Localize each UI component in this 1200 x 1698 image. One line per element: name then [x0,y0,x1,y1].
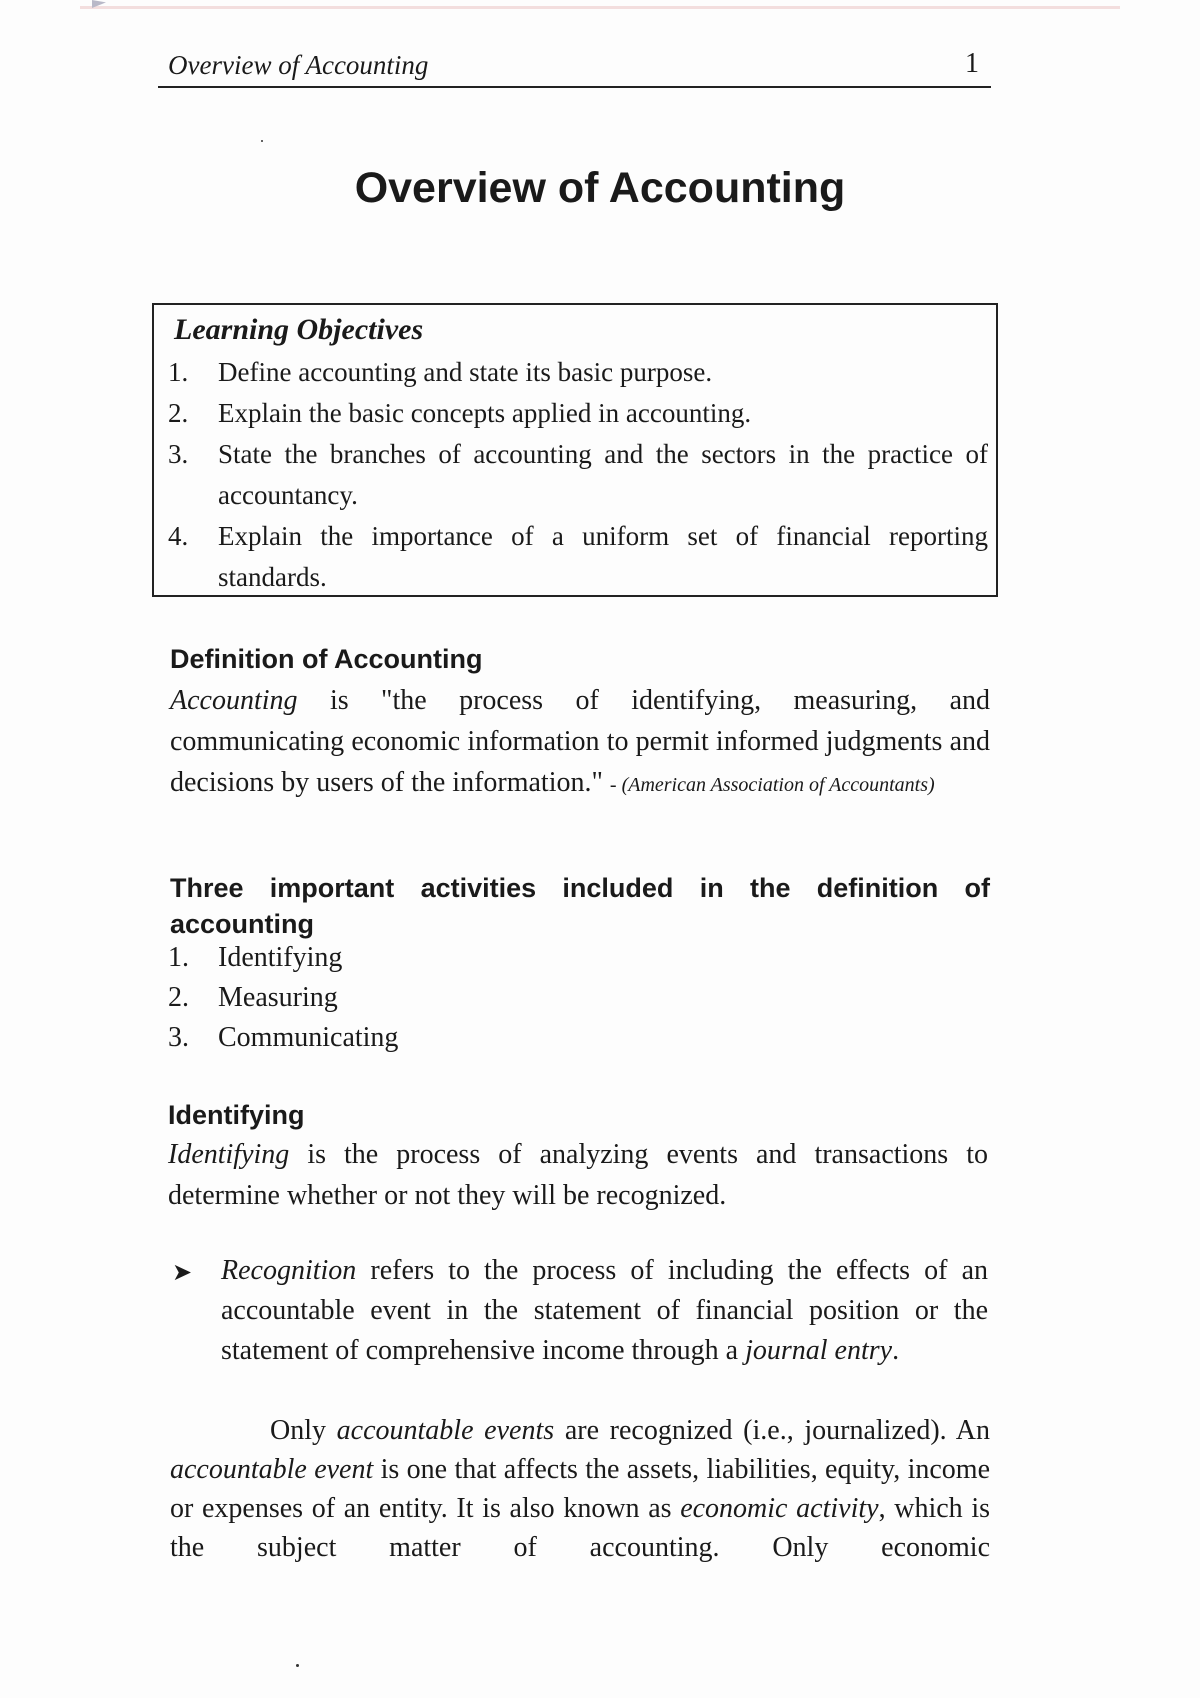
accountable-events-term: accountable events [336,1415,555,1446]
activity-item [168,982,338,1014]
arrowhead-bullet-icon: ➤ [172,1258,193,1286]
activity-number: 2. [168,982,189,1013]
identifying-heading: Identifying [168,1100,305,1130]
accountable-text-1: Only [270,1415,337,1446]
recognition-paragraph [221,1251,988,1371]
journal-entry-term: journal entry [745,1335,893,1366]
recognition-end: . [892,1335,900,1366]
activity-text: Communicating [218,1022,399,1053]
activity-text: Identifying [218,942,343,973]
activity-text: Measuring [218,982,338,1013]
economic-activity-term: economic activity [680,1493,879,1524]
objective-text: State the branches of accounting and the sectors in the practice of accountancy. [218,439,988,510]
page-number: 1 [965,48,979,79]
objective-text: Explain the basic concepts applied in accounting. [218,398,752,428]
recognition-term: Recognition [221,1255,357,1286]
definition-term: Accounting [170,685,298,716]
learning-objectives-title: Learning Objectives [174,313,424,346]
identifying-term: Identifying [168,1139,290,1170]
definition-citation: - (American Association of Accountants) [609,774,935,796]
definition-heading: Definition of Accounting [170,644,483,674]
activity-item [168,942,342,974]
objective-number: 3. [168,439,189,469]
definition-body: is "the process of identifying, measuring, and communicating economic information to permit informed judgments and decisions by users of the information." [170,685,990,798]
definition-paragraph [170,680,990,806]
activity-number: 3. [168,1022,189,1053]
objective-text: Define accounting and state its basic purpose. [218,357,713,387]
chapter-title: Overview of Accounting [354,164,846,212]
header-rule [158,86,991,88]
accountable-event-term: accountable event [170,1454,374,1485]
objective-text: Explain the importance of a uniform set of financial reporting standards. [218,521,988,592]
accountable-text-4: , which is the subject matter of accounting. Only economic [170,1493,991,1563]
activities-heading: Three important activities included in the definition of accounting [170,873,990,939]
recognition-body: refers to the process of including the effects of an accountable event in the statement of financial position or the statement of comprehensive income through a [221,1255,988,1366]
objective-number: 2. [168,398,189,428]
accountable-text-2: are recognized (i.e., journalized). An [554,1415,990,1446]
accountable-events-paragraph [170,1411,990,1567]
identifying-paragraph [168,1134,988,1216]
identifying-body: is the process of analyzing events and transactions to determine whether or not they will be recognized. [168,1139,988,1211]
objective-number: 4. [168,521,189,551]
accountable-text-3: is one that affects the assets, liabilities, equity, income or expenses of an entity. It is also known as [170,1454,990,1524]
scan-edge-tint [80,6,1120,9]
scan-speck [296,1664,299,1667]
objective-number: 1. [168,357,189,387]
scan-speck [261,140,263,142]
activity-item [168,1022,398,1054]
running-head: Overview of Accounting [168,50,429,80]
activity-number: 1. [168,942,189,973]
